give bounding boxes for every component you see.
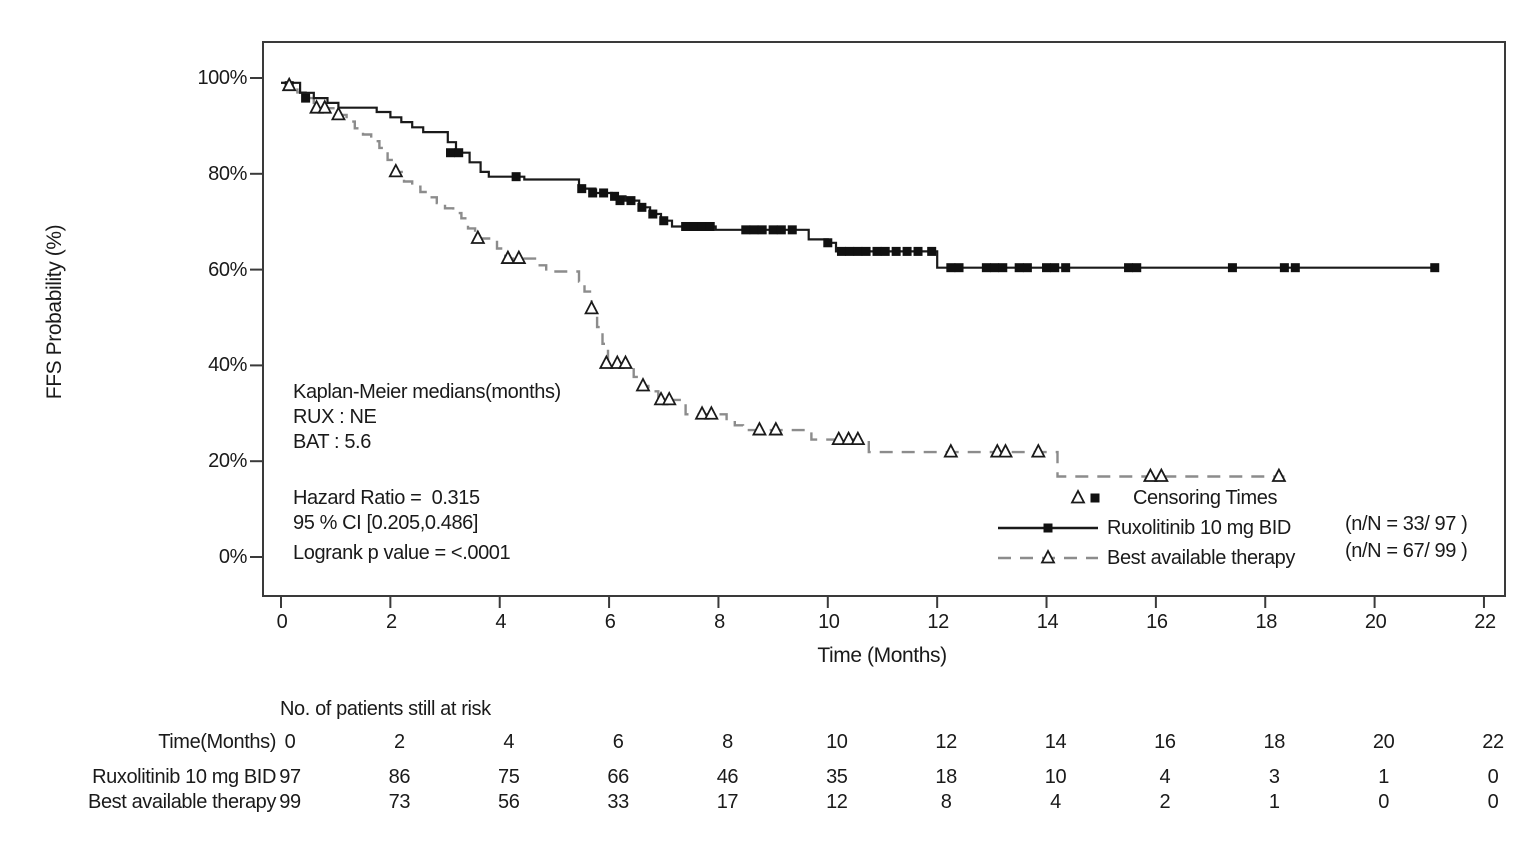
- at-risk-row-label-ruxolitinib: Ruxolitinib 10 mg BID: [92, 766, 276, 788]
- at-risk-rux-value: 1: [1378, 766, 1389, 788]
- rux-censor-mark: [823, 238, 832, 247]
- bat-censor-mark: [586, 302, 598, 314]
- legend-bat-marker-icon: [1042, 551, 1054, 563]
- at-risk-rux-value: 35: [826, 766, 848, 788]
- rux-censor-mark: [1023, 263, 1032, 272]
- at-risk-time-value: 0: [284, 731, 296, 753]
- rux-censor-mark: [955, 263, 964, 272]
- legend-ruxolitinib-n-over-N: (n/N = 33/ 97 ): [1345, 513, 1468, 535]
- at-risk-time-value: 16: [1154, 731, 1176, 753]
- rux-censor-mark: [873, 247, 882, 256]
- at-risk-rux-value: 46: [716, 766, 739, 788]
- rux-censor-mark: [648, 210, 657, 219]
- at-risk-bat-value: 4: [1050, 791, 1061, 813]
- bat-censor-mark: [770, 423, 782, 435]
- bat-censor-mark: [637, 379, 649, 391]
- rux-censor-mark: [837, 247, 846, 256]
- at-risk-rux-value: 10: [1044, 766, 1067, 788]
- x-axis-tick-label: 4: [495, 611, 507, 633]
- annotation-hazard-ratio: Hazard Ratio = 0.315: [293, 487, 480, 509]
- annotation-km-median-bat: BAT : 5.6: [293, 431, 371, 453]
- at-risk-bat-value: 0: [1487, 791, 1499, 813]
- at-risk-rux-value: 75: [497, 766, 520, 788]
- rux-censor-mark: [577, 184, 586, 193]
- at-risk-time-value: 14: [1044, 731, 1067, 753]
- at-risk-bat-value: 73: [388, 791, 411, 813]
- rux-censor-mark: [903, 247, 912, 256]
- y-axis-tick-label: 40%: [208, 354, 247, 377]
- y-axis-tick-label: 20%: [208, 450, 247, 473]
- rux-censor-mark: [914, 247, 923, 256]
- x-axis-tick-label: 20: [1364, 611, 1387, 633]
- annotation-logrank-pvalue: Logrank p value = <.0001: [293, 542, 511, 564]
- rux-censor-mark: [769, 225, 778, 234]
- x-axis-tick-label: 8: [714, 611, 725, 633]
- bat-censor-mark: [600, 356, 612, 368]
- rux-censor-mark: [853, 247, 862, 256]
- rux-censor-mark: [588, 188, 597, 197]
- legend-bat-n-over-N: (n/N = 67/ 99 ): [1345, 540, 1468, 562]
- at-risk-rux-value: 18: [935, 766, 957, 788]
- bat-censor-mark: [1144, 470, 1156, 482]
- legend-censoring-times-label: Censoring Times: [1133, 487, 1278, 509]
- legend-rux-marker-icon: [1044, 524, 1053, 533]
- rux-censor-mark: [758, 225, 767, 234]
- at-risk-bat-value: 12: [826, 791, 848, 813]
- at-risk-time-value: 8: [722, 731, 733, 753]
- rux-censor-mark: [689, 222, 698, 231]
- rux-censor-mark: [881, 247, 890, 256]
- annotation-km-median-rux: RUX : NE: [293, 406, 377, 428]
- rux-censor-mark: [454, 148, 463, 157]
- x-axis-tick-label: 18: [1255, 611, 1277, 633]
- legend-censoring-triangle-icon: [1072, 491, 1084, 503]
- at-risk-rux-value: 86: [388, 766, 411, 788]
- at-risk-rux-value: 4: [1159, 766, 1171, 788]
- at-risk-rux-value: 97: [279, 766, 301, 788]
- rux-censor-mark: [616, 196, 625, 205]
- at-risk-bat-value: 2: [1159, 791, 1171, 813]
- rux-censor-mark: [1132, 263, 1141, 272]
- x-axis-tick-label: 14: [1036, 611, 1059, 633]
- at-risk-bat-value: 33: [607, 791, 629, 813]
- y-axis-tick-label: 60%: [208, 258, 247, 281]
- at-risk-rux-value: 3: [1268, 766, 1280, 788]
- rux-censor-mark: [1124, 263, 1133, 272]
- rux-censor-mark: [1042, 263, 1051, 272]
- annotation-km-medians-header: Kaplan-Meier medians(months): [293, 381, 561, 403]
- bat-censor-mark: [472, 231, 484, 243]
- at-risk-row-label-time: Time(Months): [158, 731, 276, 753]
- bat-censor-mark: [753, 423, 765, 435]
- rux-censor-mark: [698, 222, 707, 231]
- rux-censor-mark: [626, 196, 635, 205]
- bat-censor-mark: [852, 433, 864, 445]
- at-risk-rux-value: 66: [607, 766, 629, 788]
- at-risk-bat-value: 0: [1378, 791, 1389, 813]
- rux-censor-mark: [599, 188, 608, 197]
- bat-censor-mark: [1155, 470, 1167, 482]
- rux-censor-mark: [845, 247, 854, 256]
- x-axis-tick-label: 16: [1146, 611, 1168, 633]
- bat-survival-curve: [281, 83, 1284, 477]
- y-axis-tick-label: 100%: [197, 67, 247, 89]
- bat-censor-mark: [390, 165, 402, 177]
- rux-censor-mark: [862, 247, 871, 256]
- rux-censor-mark: [1280, 263, 1289, 272]
- rux-survival-curve: [281, 83, 1435, 268]
- at-risk-time-value: 4: [503, 731, 515, 753]
- rux-censor-mark: [706, 222, 715, 231]
- x-axis-tick-label: 6: [604, 611, 616, 633]
- rux-censor-mark: [512, 172, 521, 181]
- rux-censor-mark: [1430, 263, 1439, 272]
- at-risk-rux-value: 0: [1487, 766, 1499, 788]
- rux-censor-mark: [1015, 263, 1024, 272]
- at-risk-time-value: 18: [1263, 731, 1285, 753]
- bat-censor-mark: [1032, 445, 1044, 457]
- rux-censor-mark: [982, 263, 991, 272]
- bat-censor-mark: [513, 252, 525, 264]
- rux-censor-mark: [927, 247, 936, 256]
- rux-censor-mark: [892, 247, 901, 256]
- at-risk-time-value: 22: [1482, 731, 1504, 753]
- bat-censor-mark: [705, 407, 717, 419]
- rux-censor-mark: [681, 222, 690, 231]
- rux-censor-mark: [749, 225, 758, 234]
- at-risk-bat-value: 99: [279, 791, 301, 813]
- at-risk-row-label-bat: Best available therapy: [88, 791, 276, 813]
- y-axis-tick-label: 0%: [218, 546, 247, 568]
- rux-censor-mark: [741, 225, 750, 234]
- rux-censor-mark: [788, 225, 797, 234]
- rux-censor-mark: [990, 263, 999, 272]
- rux-censor-mark: [637, 203, 646, 212]
- legend-ruxolitinib-label: Ruxolitinib 10 mg BID: [1107, 517, 1291, 539]
- rux-censor-mark: [446, 148, 455, 157]
- at-risk-time-value: 6: [612, 731, 624, 753]
- bat-censor-mark: [945, 445, 957, 457]
- rux-censor-mark: [1061, 263, 1070, 272]
- rux-censor-mark: [946, 263, 955, 272]
- y-axis-title: FFS Probability (%): [42, 224, 66, 400]
- rux-censor-mark: [659, 216, 668, 225]
- rux-censor-mark: [1228, 263, 1237, 272]
- bat-censor-mark: [502, 252, 514, 264]
- at-risk-table-header: No. of patients still at risk: [280, 698, 491, 720]
- at-risk-time-value: 2: [393, 731, 405, 753]
- rux-censor-mark: [777, 225, 786, 234]
- x-axis-tick-label: 10: [818, 611, 840, 633]
- x-axis-tick-label: 2: [385, 611, 397, 633]
- at-risk-time-value: 20: [1372, 731, 1395, 753]
- rux-censor-mark: [301, 94, 310, 103]
- at-risk-time-value: 10: [826, 731, 848, 753]
- at-risk-time-value: 12: [935, 731, 957, 753]
- y-axis-tick-label: 80%: [208, 162, 247, 185]
- rux-censor-mark: [1291, 263, 1300, 272]
- legend-censoring-square-icon: [1091, 494, 1100, 503]
- x-axis-title: Time (Months): [817, 644, 947, 667]
- bat-censor-mark: [332, 108, 344, 120]
- x-axis-tick-label: 12: [927, 611, 949, 633]
- at-risk-bat-value: 17: [716, 791, 739, 813]
- annotation-confidence-interval: 95 % CI [0.205,0.486]: [293, 512, 479, 534]
- bat-censor-mark: [1273, 470, 1285, 482]
- rux-censor-mark: [998, 263, 1007, 272]
- at-risk-bat-value: 8: [940, 791, 952, 813]
- legend-bat-label: Best available therapy: [1107, 547, 1295, 569]
- rux-censor-mark: [1050, 263, 1059, 272]
- x-axis-tick-label: 0: [276, 611, 288, 633]
- at-risk-bat-value: 1: [1268, 791, 1280, 813]
- at-risk-bat-value: 56: [497, 791, 520, 813]
- x-axis-tick-label: 22: [1474, 611, 1496, 633]
